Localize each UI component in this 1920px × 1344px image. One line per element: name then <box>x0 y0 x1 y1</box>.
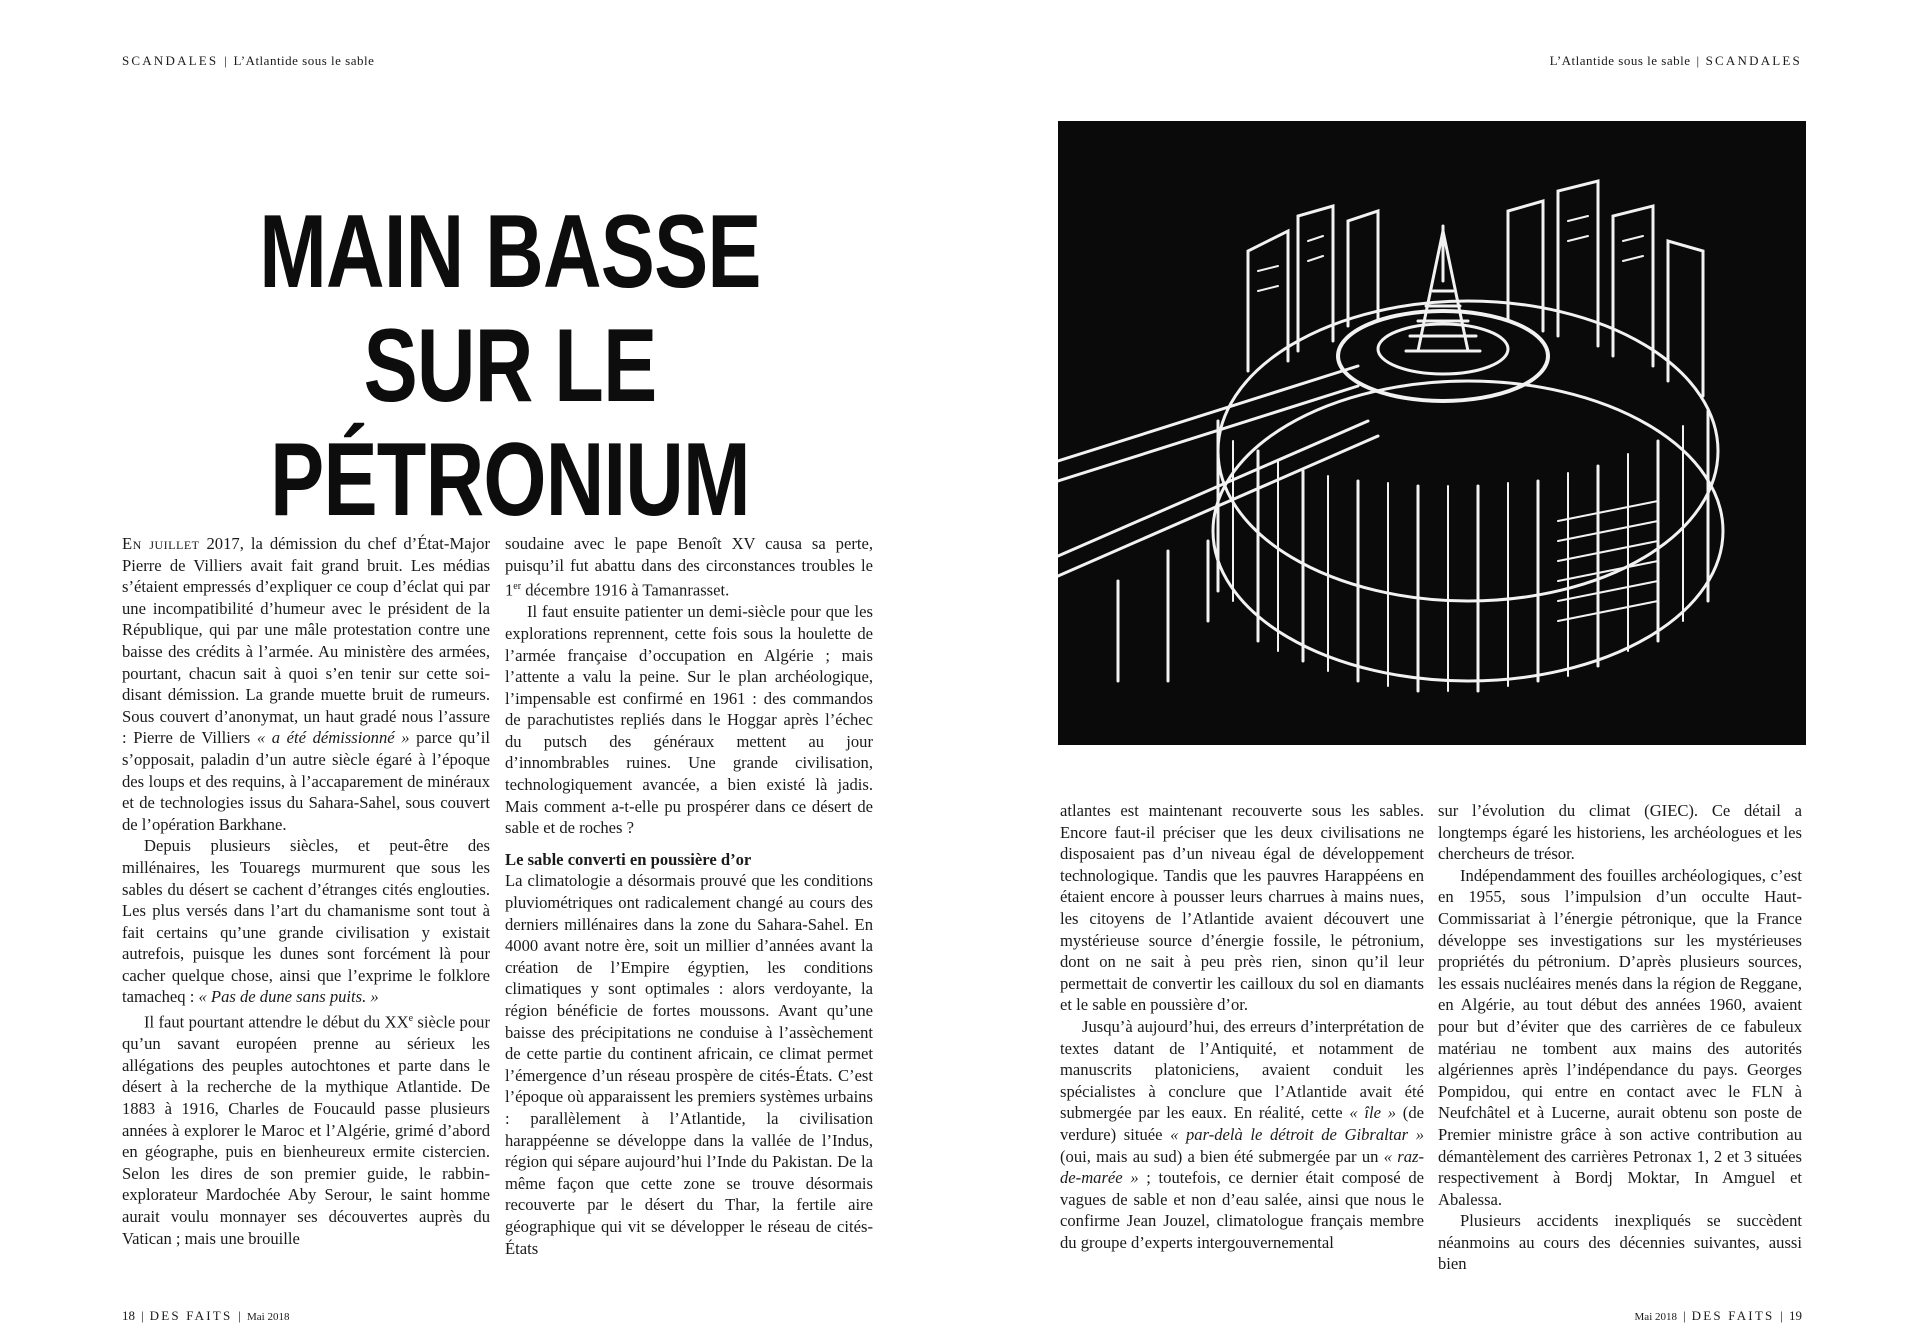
quotation: « a été démissionné » <box>256 728 410 748</box>
left-folio: 18 | DES FAITS | Mai 2018 <box>122 1308 290 1323</box>
title-line-2: SUR LE PÉTRONIUM <box>270 308 750 538</box>
magazine-name: DES FAITS <box>1691 1308 1775 1323</box>
running-subtitle: L’Atlantide sous le sable <box>1549 53 1691 68</box>
paragraph: Depuis plusieurs siècles, et peut-être des millénaires, les Touaregs murmurent que sous les sables du désert se cachent d’étranges cités englouties. Les plus versés dans l’art du chamanisme sont tout à fait certains qu’une grande civilisation y existait autrefois, puisque les dunes sont forcément là pour cacher quelque chose, ainsi que l’exprime le folklore tamacheq : « Pas de dune sans puits. » <box>122 836 490 1007</box>
article-title <box>229 195 791 537</box>
page-number: 19 <box>1789 1308 1802 1323</box>
paragraph: Il faut pourtant attendre le début du XXe siècle pour qu’un savant européen prenne au sérieux les allégations des peuples autochtones et parte dans le désert à la recherche de la mythique Atlantide. De 1883 à 1916, Charles de Foucauld passe plusieurs années à explorer le Maroc et l’Algérie, grimé d’abord en géographe, puis en bienheureux ermite cistercien. Selon les dires de son premier guide, le rabbin-explorateur Mardochée Aby Serour, le saint homme aurait voulu monnayer ses découvertes auprès du Vatican ; mais une brouille <box>122 1012 490 1248</box>
issue-date: Mai 2018 <box>246 1311 290 1323</box>
quotation: « Pas de dune sans puits. » <box>198 987 379 1007</box>
right-running-head: L’Atlantide sous le sable | SCANDALES <box>1549 53 1802 68</box>
paragraph: En juillet 2017, la démission du chef d’État-Major Pierre de Villiers avait fait grand bruit. Les médias s’étaient empressés d’expliquer ce coup d’éclat qui par une incompatibilité d’humeur avec le président de la République, qui par une mâle protestation contre une baisse des crédits à l’armée. Au ministère des armées, pourtant, chacun sait à quoi s’en tenir sur cette soi-disant démission. La grande muette bruit de rumeurs. Sous couvert d’anonymat, un haut gradé nous l’assure : Pierre de Villiers « a été démissionné » parce qu’il s’opposait, paladin d’un autre siècle égaré à l’époque des loups et des requins, à l’accaparement de minéraux et de technologies issus du Sahara-Sahel, sous couvert de l’opération Barkhane. <box>122 534 490 834</box>
quotation: « par-delà le détroit de Gibraltar » <box>1170 1124 1425 1144</box>
quotation: « raz-de-marée » <box>1060 1146 1424 1188</box>
right-folio: Mai 2018 | DES FAITS | 19 <box>1634 1308 1802 1323</box>
paragraph: Il faut ensuite patienter un demi-siècle pour que les explorations reprennent, cette fois sous la houlette de l’armée française d’occupation en Algérie ; mais l’attente a valu la peine. Sur le plan archéologique, l’impensable est confirmé en 1961 : des commandos de parachutistes repliés dans le Hoggar après l’échec du putsch des généraux mettent au jour d’innombrables ruines. Une grande civilisation, technologiquement avancée, a bien existé là jadis. Mais comment a-t-elle pu prospérer dans ce désert de sable et de roches ? <box>505 602 873 838</box>
magazine-name: DES FAITS <box>149 1308 233 1323</box>
subheading: Le sable converti en poussière d’or <box>505 849 752 869</box>
issue-date: Mai 2018 <box>1634 1311 1678 1323</box>
paragraph: Jusqu’à aujourd’hui, des erreurs d’interprétation de textes datant de l’Antiquité, et notamment de manuscrits platoniciens, avaient conduit les spécialistes à conclure que l’Atlantide avait été submergée par les eaux. En réalité, cette « île » (de verdure) située « par-delà le détroit de Gibraltar » (oui, mais au sud) a bien été submergée par un « raz-de-marée » ; toutefois, ce dernier était composé de vagues de sable et non d’eau salée, ainsi que nous le confirme Jean Jouzel, climatologue français membre du groupe d’experts intergouvernemental <box>1060 1016 1425 1252</box>
lead-in-caps: En juillet <box>122 534 200 553</box>
section-label: SCANDALES <box>1705 53 1802 68</box>
left-running-head: SCANDALES | L’Atlantide sous le sable <box>122 53 375 68</box>
quotation: « île » <box>1349 1103 1397 1123</box>
text-column-3 <box>1060 800 1424 1253</box>
running-subtitle: L’Atlantide sous le sable <box>233 53 375 68</box>
paragraph: La climatologie a désormais prouvé que les conditions pluviométriques ont radicalement changé au cours des derniers millénaires dans la zone du Sahara-Sahel. En 4000 avant notre ère, soit un millier d’années avant la création de l’Empire égyptien, les conditions climatiques y sont optimales : alors verdoyante, la région bénéficie de fortes moussons. Avant qu’une baisse des précipitations ne conduise à l’assèchement de cette partie du continent africain, ce climat permet l’émergence d’un réseau prospère de cités-États. C’est l’époque où apparaissent les premiers systèmes urbains : parallèlement à l’Atlantide, la civilisation harappéenne se développe dans la vallée de l’Indus, région qui sépare aujourd’hui l’Inde du Pakistan. De la même façon que cette zone se trouve désormais recouverte par le désert du Thar, la fertile aire géographique qui vit se développer le réseau de cités-États <box>505 871 873 1258</box>
linocut-circular-city-icon <box>1058 121 1806 745</box>
paragraph: Indépendamment des fouilles archéologiques, c’est en 1955, sous l’impulsion d’un occulte Haut-Commissariat à l’énergie pétronique, que la France développe ses investigations sur les mystérieuses propriétés du pétronium. D’après plusieurs sources, les essais nucléaires menés dans la région de Reggane, en Algérie, au tout début des années 1960, avaient pour but d’éviter que des carrières de ce fabuleux matériau ne tombent aux mains des autorités algériennes après l’indépendance du pays. Georges Pompidou, qui entre en contact avec le FLN à Neufchâtel et à Lucerne, aurait obtenu son poste de Premier ministre grâce à son active contribution au démantèlement des carrières Petronax 1, 2 et 3 situées respectivement à Bordj Moktar, In Amguel et Abalessa. <box>1438 865 1802 1209</box>
page-number: 18 <box>122 1308 135 1323</box>
title-line-1: MAIN BASSE <box>259 194 761 310</box>
section-label: SCANDALES <box>122 53 219 68</box>
paragraph: sur l’évolution du climat (GIEC). Ce détail a longtemps égaré les historiens, les archéologues et les chercheurs de trésor. <box>1438 801 1802 864</box>
text-column-4 <box>1438 800 1802 1275</box>
paragraph: atlantes est maintenant recouverte sous les sables. Encore faut-il préciser que les deux civilisations ne disposaient pas d’un niveau égal de développement technologique. Tandis que les pauvres Harappéens en étaient encore à pousser leurs charrues à mains nues, les citoyens de l’Atlantide avaient découvert une mystérieuse source d’énergie fossile, le pétronium, dont on ne sait à peu près rien, sinon qu’il leur permettait de convertir les cailloux du sol en diamants et le sable en poussière d’or. <box>1060 801 1424 1015</box>
illustration-svg <box>1058 121 1806 745</box>
text-column-1 <box>122 533 490 1249</box>
paragraph: soudaine avec le pape Benoît XV causa sa perte, puisqu’il fut abattu dans des circonstances troubles le 1er décembre 1916 à Tamanrasset. <box>505 534 873 600</box>
paragraph: Plusieurs accidents inexpliqués se succèdent néanmoins au cours des décennies suivantes, aussi bien <box>1438 1211 1802 1274</box>
text-column-2 <box>505 533 873 1259</box>
